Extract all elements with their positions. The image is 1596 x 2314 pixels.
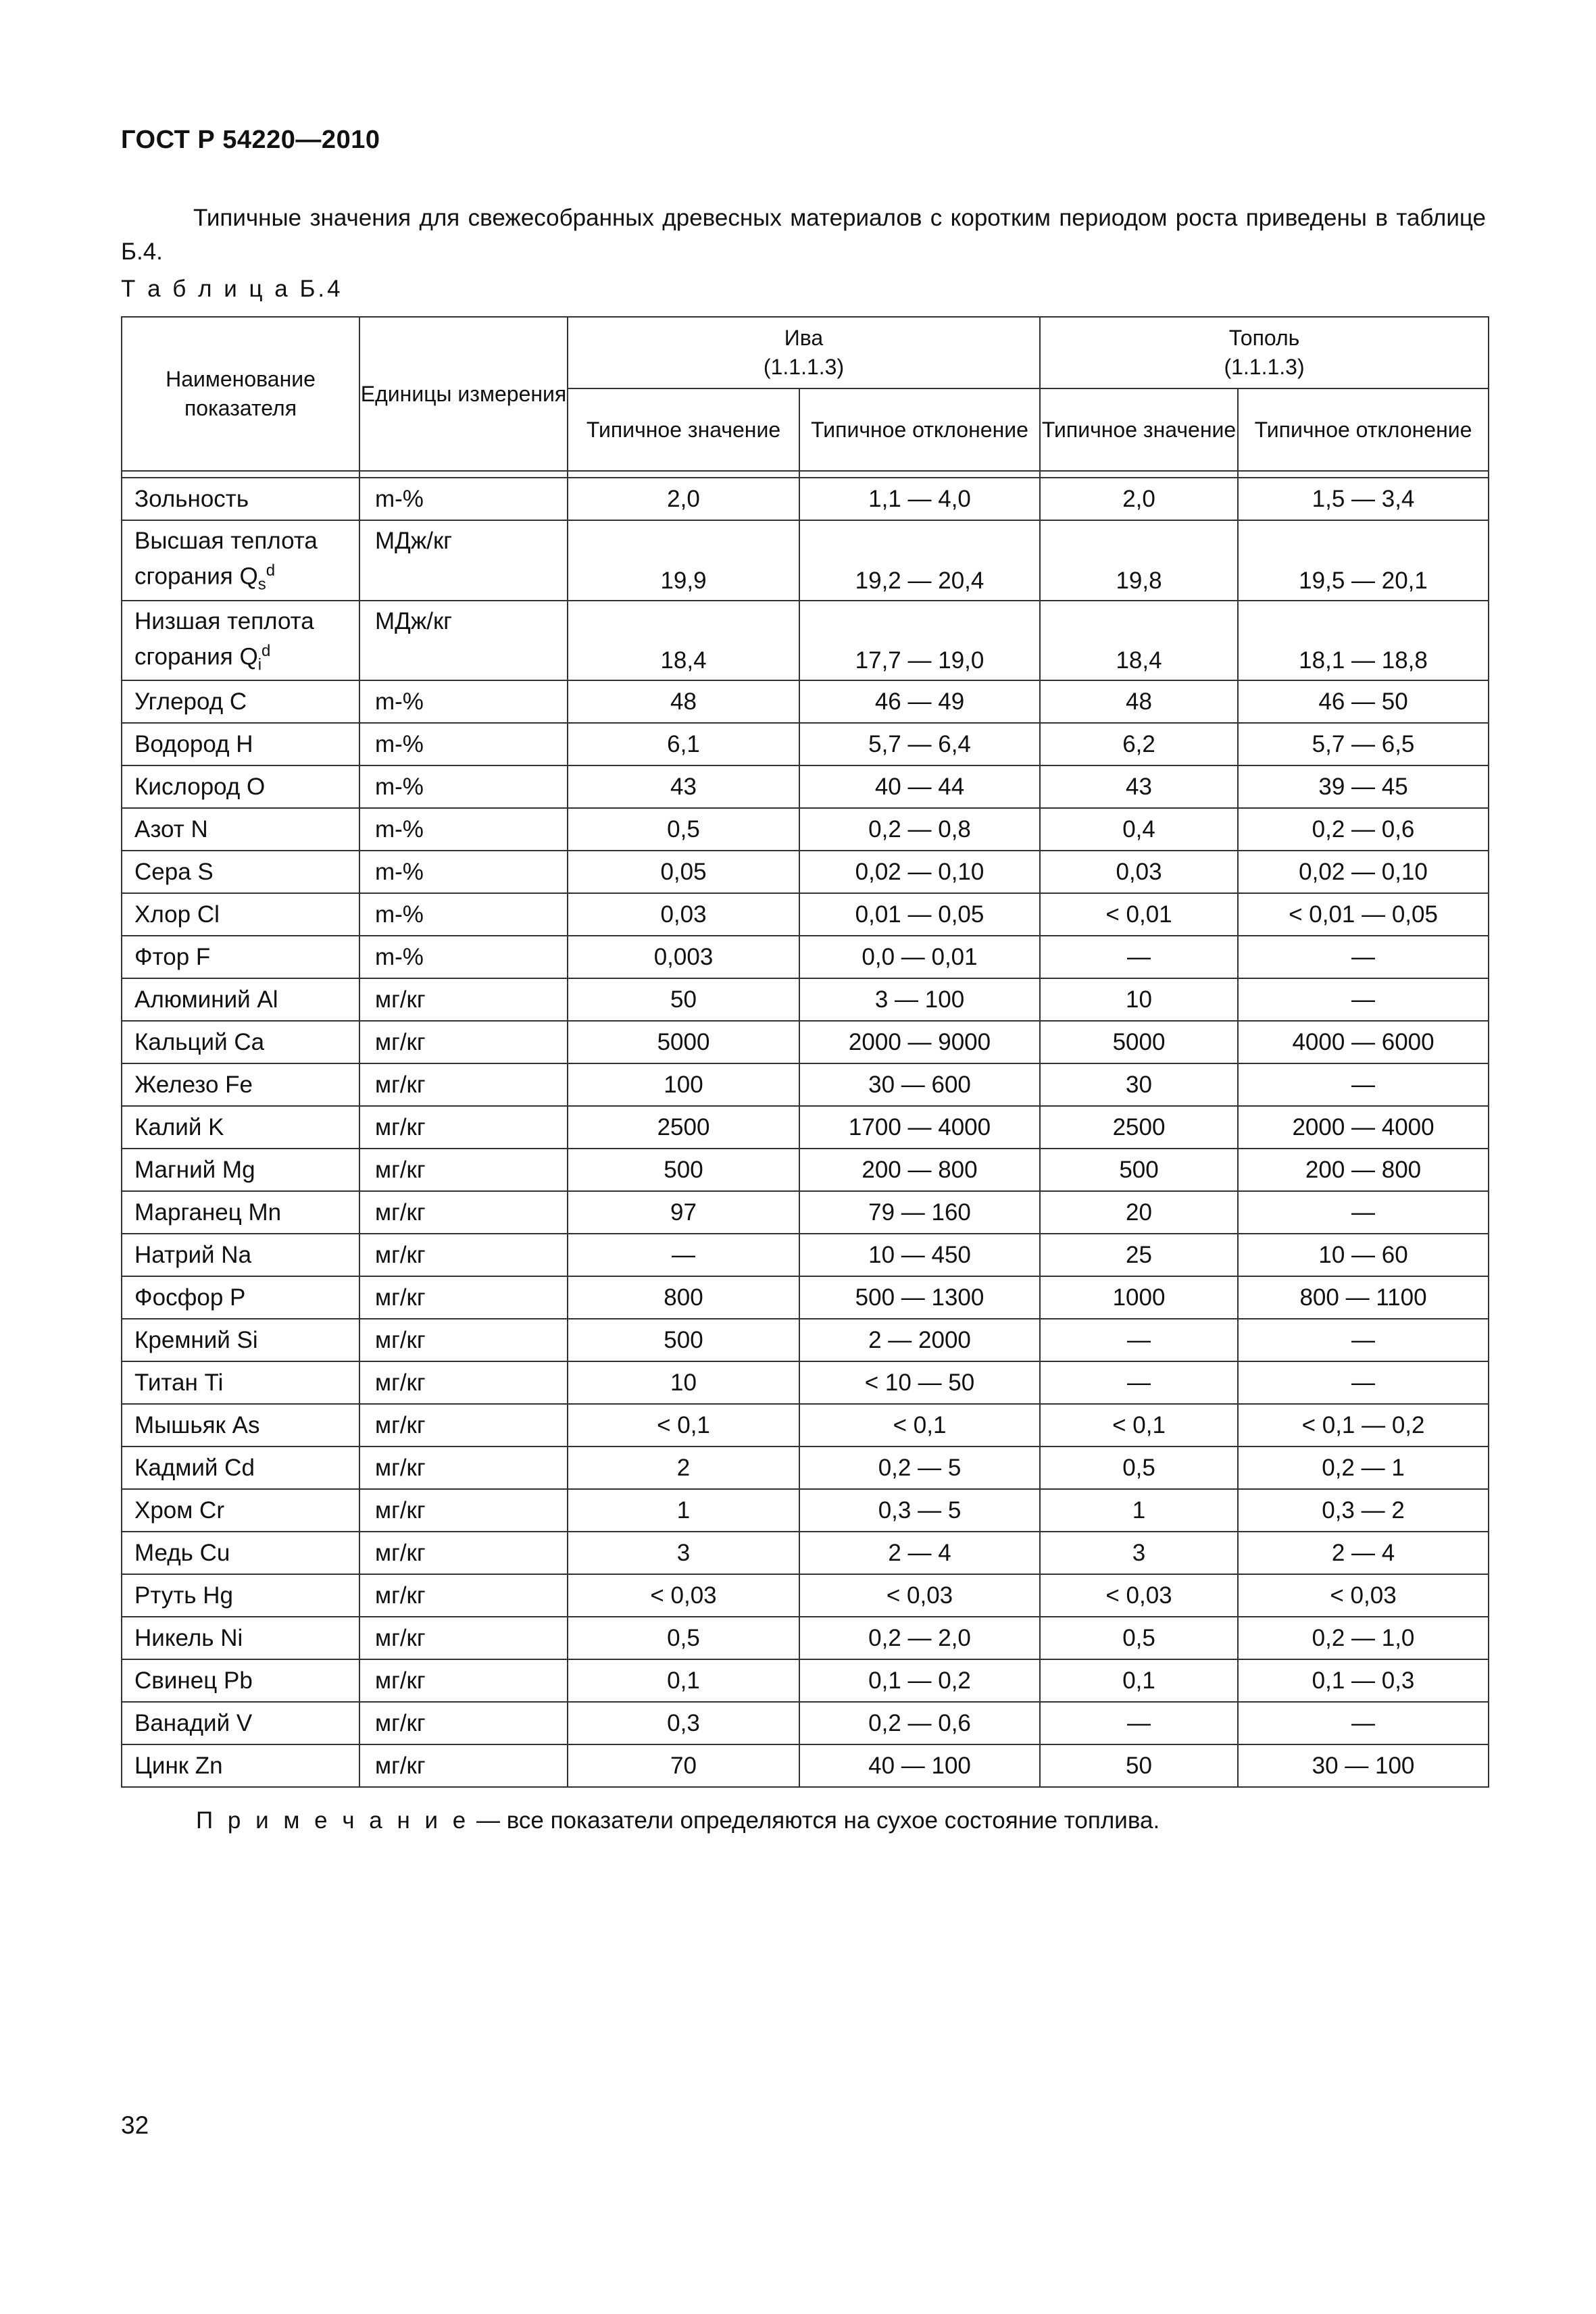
header-name-column: Наименование показателя <box>122 317 359 471</box>
table-row <box>122 601 1489 681</box>
cell-unit: мг/кг <box>359 1063 568 1106</box>
cell-indicator-name: Кислород O <box>122 765 359 808</box>
cell-poplar-deviation: 10 — 60 <box>1238 1234 1489 1276</box>
cell-poplar-deviation: 30 — 100 <box>1238 1744 1489 1787</box>
cell-willow-typical: 6,1 <box>568 723 799 765</box>
table-row <box>122 978 1489 1021</box>
cell-indicator-name: Фтор F <box>122 936 359 978</box>
cell-willow-typical: 0,03 <box>568 893 799 936</box>
cell-willow-typical: 5000 <box>568 1021 799 1063</box>
cell-indicator-name: Свинец Pb <box>122 1659 359 1702</box>
table-row <box>122 1659 1489 1702</box>
table-row <box>122 1744 1489 1787</box>
cell-unit: мг/кг <box>359 1617 568 1659</box>
cell-willow-typical: 100 <box>568 1063 799 1106</box>
header-poplar-deviation: Типичное отклонение <box>1238 388 1489 471</box>
cell-willow-typical: 800 <box>568 1276 799 1319</box>
cell-poplar-typical: 0,5 <box>1040 1617 1238 1659</box>
cell-willow-typical: 19,9 <box>568 520 799 601</box>
cell-poplar-deviation: 200 — 800 <box>1238 1149 1489 1191</box>
header-poplar-typical: Типичное значение <box>1040 388 1238 471</box>
table-note <box>196 1807 1159 1834</box>
cell-poplar-typical: 0,5 <box>1040 1447 1238 1489</box>
table-row <box>122 1234 1489 1276</box>
cell-willow-typical: 48 <box>568 680 799 723</box>
cell-poplar-deviation: — <box>1238 978 1489 1021</box>
cell-willow-typical: 0,1 <box>568 1659 799 1702</box>
cell-willow-deviation: 500 — 1300 <box>799 1276 1040 1319</box>
cell-poplar-deviation: 5,7 — 6,5 <box>1238 723 1489 765</box>
table-row <box>122 520 1489 601</box>
cell-poplar-typical: 6,2 <box>1040 723 1238 765</box>
cell-willow-typical: 50 <box>568 978 799 1021</box>
cell-unit: мг/кг <box>359 1191 568 1234</box>
header-group-willow <box>568 317 1040 388</box>
cell-willow-deviation: 2 — 4 <box>799 1532 1040 1574</box>
cell-poplar-deviation: < 0,1 — 0,2 <box>1238 1404 1489 1447</box>
cell-willow-typical: 10 <box>568 1361 799 1404</box>
cell-poplar-deviation: — <box>1238 1063 1489 1106</box>
table-row <box>122 1404 1489 1447</box>
cell-willow-deviation: 0,0 — 0,01 <box>799 936 1040 978</box>
cell-poplar-deviation: — <box>1238 936 1489 978</box>
cell-willow-deviation: 0,01 — 0,05 <box>799 893 1040 936</box>
cell-willow-deviation: 2 — 2000 <box>799 1319 1040 1361</box>
cell-unit: m-% <box>359 478 568 520</box>
cell-poplar-deviation: 0,2 — 1,0 <box>1238 1617 1489 1659</box>
table-caption: Т а б л и ц а Б.4 <box>121 276 343 302</box>
cell-willow-typical: 0,5 <box>568 1617 799 1659</box>
standard-header: ГОСТ Р 54220—2010 <box>121 126 380 154</box>
cell-poplar-typical: < 0,03 <box>1040 1574 1238 1617</box>
cell-willow-deviation: 0,3 — 5 <box>799 1489 1040 1532</box>
cell-poplar-typical: 30 <box>1040 1063 1238 1106</box>
cell-unit: мг/кг <box>359 1404 568 1447</box>
cell-unit: мг/кг <box>359 1319 568 1361</box>
cell-indicator-name: Цинк Zn <box>122 1744 359 1787</box>
cell-indicator-name: Кальций Ca <box>122 1021 359 1063</box>
cell-poplar-deviation: 0,2 — 0,6 <box>1238 808 1489 851</box>
cell-unit: мг/кг <box>359 1361 568 1404</box>
cell-unit: m-% <box>359 936 568 978</box>
cell-willow-typical: 43 <box>568 765 799 808</box>
cell-poplar-typical: < 0,01 <box>1040 893 1238 936</box>
cell-unit: мг/кг <box>359 1276 568 1319</box>
cell-indicator-name: Никель Ni <box>122 1617 359 1659</box>
cell-poplar-typical: 500 <box>1040 1149 1238 1191</box>
cell-poplar-typical: 19,8 <box>1040 520 1238 601</box>
cell-poplar-deviation: — <box>1238 1361 1489 1404</box>
cell-willow-typical: 1 <box>568 1489 799 1532</box>
poplar-code: (1.1.1.3) <box>1224 355 1305 379</box>
cell-willow-deviation: 5,7 — 6,4 <box>799 723 1040 765</box>
cell-poplar-deviation: — <box>1238 1191 1489 1234</box>
cell-poplar-deviation: 800 — 1100 <box>1238 1276 1489 1319</box>
cell-poplar-typical: 10 <box>1040 978 1238 1021</box>
note-text: — все показатели определяются на сухое состояние топлива. <box>470 1807 1160 1834</box>
cell-poplar-deviation: 19,5 — 20,1 <box>1238 520 1489 601</box>
cell-poplar-deviation: < 0,03 <box>1238 1574 1489 1617</box>
header-unit-column: Единицы измерения <box>359 317 568 471</box>
cell-poplar-typical: 18,4 <box>1040 601 1238 681</box>
cell-poplar-deviation: 46 — 50 <box>1238 680 1489 723</box>
cell-poplar-deviation: 4000 — 6000 <box>1238 1021 1489 1063</box>
cell-poplar-deviation: 2000 — 4000 <box>1238 1106 1489 1149</box>
cell-willow-deviation: 10 — 450 <box>799 1234 1040 1276</box>
cell-unit: m-% <box>359 680 568 723</box>
cell-unit: m-% <box>359 765 568 808</box>
cell-willow-deviation: 40 — 100 <box>799 1744 1040 1787</box>
cell-poplar-deviation: 0,2 — 1 <box>1238 1447 1489 1489</box>
table-row <box>122 1021 1489 1063</box>
cell-poplar-deviation: — <box>1238 1702 1489 1744</box>
cell-poplar-deviation: — <box>1238 1319 1489 1361</box>
cell-willow-deviation: 0,2 — 5 <box>799 1447 1040 1489</box>
table-row <box>122 1063 1489 1106</box>
cell-willow-deviation: 17,7 — 19,0 <box>799 601 1040 681</box>
poplar-title: Тополь <box>1228 326 1300 350</box>
cell-poplar-deviation: 0,3 — 2 <box>1238 1489 1489 1532</box>
cell-indicator-name: Натрий Na <box>122 1234 359 1276</box>
cell-unit: m-% <box>359 723 568 765</box>
cell-indicator-name: Алюминий Al <box>122 978 359 1021</box>
cell-indicator-name: Железо Fe <box>122 1063 359 1106</box>
cell-willow-typical: 0,05 <box>568 851 799 893</box>
cell-indicator-name: Ртуть Hg <box>122 1574 359 1617</box>
cell-poplar-typical: 2,0 <box>1040 478 1238 520</box>
cell-poplar-deviation: 0,02 — 0,10 <box>1238 851 1489 893</box>
cell-poplar-typical: < 0,1 <box>1040 1404 1238 1447</box>
cell-unit: МДж/кг <box>359 601 568 681</box>
table-row <box>122 680 1489 723</box>
cell-unit: мг/кг <box>359 1149 568 1191</box>
table-row <box>122 1191 1489 1234</box>
cell-willow-typical: 18,4 <box>568 601 799 681</box>
cell-unit: МДж/кг <box>359 520 568 601</box>
cell-poplar-typical: 0,4 <box>1040 808 1238 851</box>
cell-willow-typical: 2500 <box>568 1106 799 1149</box>
table-row <box>122 851 1489 893</box>
willow-title: Ива <box>784 326 824 350</box>
cell-indicator-name: Титан Ti <box>122 1361 359 1404</box>
cell-indicator-name: Ванадий V <box>122 1702 359 1744</box>
cell-willow-deviation: 30 — 600 <box>799 1063 1040 1106</box>
cell-willow-deviation: 2000 — 9000 <box>799 1021 1040 1063</box>
note-label: П р и м е ч а н и е <box>196 1807 470 1834</box>
cell-willow-typical: 70 <box>568 1744 799 1787</box>
cell-poplar-typical: — <box>1040 936 1238 978</box>
cell-poplar-typical: 5000 <box>1040 1021 1238 1063</box>
cell-poplar-typical: 0,1 <box>1040 1659 1238 1702</box>
cell-indicator-name: Зольность <box>122 478 359 520</box>
table-row <box>122 1149 1489 1191</box>
cell-indicator-name: Кадмий Cd <box>122 1447 359 1489</box>
table-row <box>122 1489 1489 1532</box>
cell-indicator-name: Медь Cu <box>122 1532 359 1574</box>
cell-unit: мг/кг <box>359 1447 568 1489</box>
cell-indicator-name: Марганец Mn <box>122 1191 359 1234</box>
cell-unit: мг/кг <box>359 1489 568 1532</box>
table-row <box>122 936 1489 978</box>
table-row <box>122 765 1489 808</box>
cell-unit: мг/кг <box>359 1532 568 1574</box>
cell-willow-deviation: 19,2 — 20,4 <box>799 520 1040 601</box>
cell-willow-typical: 0,003 <box>568 936 799 978</box>
cell-poplar-typical: 2500 <box>1040 1106 1238 1149</box>
cell-willow-deviation: 1,1 — 4,0 <box>799 478 1040 520</box>
table-row <box>122 478 1489 520</box>
cell-poplar-typical: 25 <box>1040 1234 1238 1276</box>
cell-willow-deviation: < 0,1 <box>799 1404 1040 1447</box>
table-row <box>122 1106 1489 1149</box>
table-row <box>122 1532 1489 1574</box>
header-willow-typical: Типичное значение <box>568 388 799 471</box>
cell-indicator-name: Сера S <box>122 851 359 893</box>
header-group-poplar <box>1040 317 1489 388</box>
cell-indicator-name: Высшая теплота сгорания $Q_s^d$ <box>122 520 359 601</box>
cell-willow-typical: < 0,03 <box>568 1574 799 1617</box>
table-row <box>122 1574 1489 1617</box>
cell-poplar-typical: 50 <box>1040 1744 1238 1787</box>
cell-poplar-typical: 3 <box>1040 1532 1238 1574</box>
cell-poplar-deviation: 2 — 4 <box>1238 1532 1489 1574</box>
cell-willow-typical: 2,0 <box>568 478 799 520</box>
cell-indicator-name: Низшая теплота сгорания $Q_i^d$ <box>122 601 359 681</box>
composition-table <box>121 316 1489 1788</box>
cell-poplar-typical: 48 <box>1040 680 1238 723</box>
cell-unit: m-% <box>359 893 568 936</box>
cell-indicator-name: Магний Mg <box>122 1149 359 1191</box>
cell-indicator-name: Калий K <box>122 1106 359 1149</box>
cell-willow-typical: < 0,1 <box>568 1404 799 1447</box>
cell-poplar-typical: 1000 <box>1040 1276 1238 1319</box>
cell-indicator-name: Водород H <box>122 723 359 765</box>
cell-willow-deviation: 0,1 — 0,2 <box>799 1659 1040 1702</box>
cell-indicator-name: Хлор Cl <box>122 893 359 936</box>
cell-poplar-typical: 0,03 <box>1040 851 1238 893</box>
cell-unit: мг/кг <box>359 1744 568 1787</box>
cell-poplar-typical: — <box>1040 1361 1238 1404</box>
page-number: 32 <box>121 2111 149 2139</box>
table-row <box>122 1702 1489 1744</box>
table-row <box>122 808 1489 851</box>
cell-unit: мг/кг <box>359 1702 568 1744</box>
table-row <box>122 1447 1489 1489</box>
cell-indicator-name: Азот N <box>122 808 359 851</box>
table-row <box>122 1276 1489 1319</box>
cell-willow-typical: 0,5 <box>568 808 799 851</box>
cell-willow-typical: 3 <box>568 1532 799 1574</box>
cell-indicator-name: Углерод C <box>122 680 359 723</box>
cell-willow-deviation: < 10 — 50 <box>799 1361 1040 1404</box>
cell-poplar-typical: — <box>1040 1702 1238 1744</box>
cell-indicator-name: Хром Cr <box>122 1489 359 1532</box>
cell-willow-deviation: 0,2 — 2,0 <box>799 1617 1040 1659</box>
table-row <box>122 1319 1489 1361</box>
cell-willow-deviation: 79 — 160 <box>799 1191 1040 1234</box>
willow-code: (1.1.1.3) <box>763 355 845 379</box>
cell-willow-deviation: 200 — 800 <box>799 1149 1040 1191</box>
cell-willow-typical: 97 <box>568 1191 799 1234</box>
cell-willow-deviation: 0,2 — 0,8 <box>799 808 1040 851</box>
cell-poplar-typical: — <box>1040 1319 1238 1361</box>
cell-willow-deviation: 1700 — 4000 <box>799 1106 1040 1149</box>
table-row <box>122 723 1489 765</box>
cell-willow-typical: 500 <box>568 1149 799 1191</box>
table-row <box>122 893 1489 936</box>
intro-paragraph: Типичные значения для свежесобранных древесных материалов с коротким периодом роста приведены в таблице Б.4. <box>121 205 1486 265</box>
cell-unit: мг/кг <box>359 1234 568 1276</box>
cell-willow-deviation: 3 — 100 <box>799 978 1040 1021</box>
cell-indicator-name: Кремний Si <box>122 1319 359 1361</box>
cell-willow-typical: 0,3 <box>568 1702 799 1744</box>
cell-poplar-deviation: < 0,01 — 0,05 <box>1238 893 1489 936</box>
cell-willow-typical: 2 <box>568 1447 799 1489</box>
cell-unit: m-% <box>359 851 568 893</box>
cell-indicator-name: Фосфор P <box>122 1276 359 1319</box>
cell-poplar-typical: 20 <box>1040 1191 1238 1234</box>
cell-unit: мг/кг <box>359 1574 568 1617</box>
cell-poplar-typical: 1 <box>1040 1489 1238 1532</box>
cell-poplar-deviation: 0,1 — 0,3 <box>1238 1659 1489 1702</box>
cell-unit: мг/кг <box>359 978 568 1021</box>
header-willow-deviation: Типичное отклонение <box>799 388 1040 471</box>
table-row <box>122 1361 1489 1404</box>
cell-unit: мг/кг <box>359 1021 568 1063</box>
cell-willow-deviation: 40 — 44 <box>799 765 1040 808</box>
cell-unit: мг/кг <box>359 1659 568 1702</box>
cell-unit: мг/кг <box>359 1106 568 1149</box>
cell-willow-deviation: 0,02 — 0,10 <box>799 851 1040 893</box>
table-row <box>122 1617 1489 1659</box>
cell-poplar-deviation: 1,5 — 3,4 <box>1238 478 1489 520</box>
cell-willow-typical: 500 <box>568 1319 799 1361</box>
cell-willow-deviation: < 0,03 <box>799 1574 1040 1617</box>
cell-poplar-deviation: 18,1 — 18,8 <box>1238 601 1489 681</box>
cell-poplar-typical: 43 <box>1040 765 1238 808</box>
cell-willow-deviation: 0,2 — 0,6 <box>799 1702 1040 1744</box>
cell-willow-typical: — <box>568 1234 799 1276</box>
cell-indicator-name: Мышьяк As <box>122 1404 359 1447</box>
cell-willow-deviation: 46 — 49 <box>799 680 1040 723</box>
cell-unit: m-% <box>359 808 568 851</box>
cell-poplar-deviation: 39 — 45 <box>1238 765 1489 808</box>
table-body <box>122 478 1489 1787</box>
